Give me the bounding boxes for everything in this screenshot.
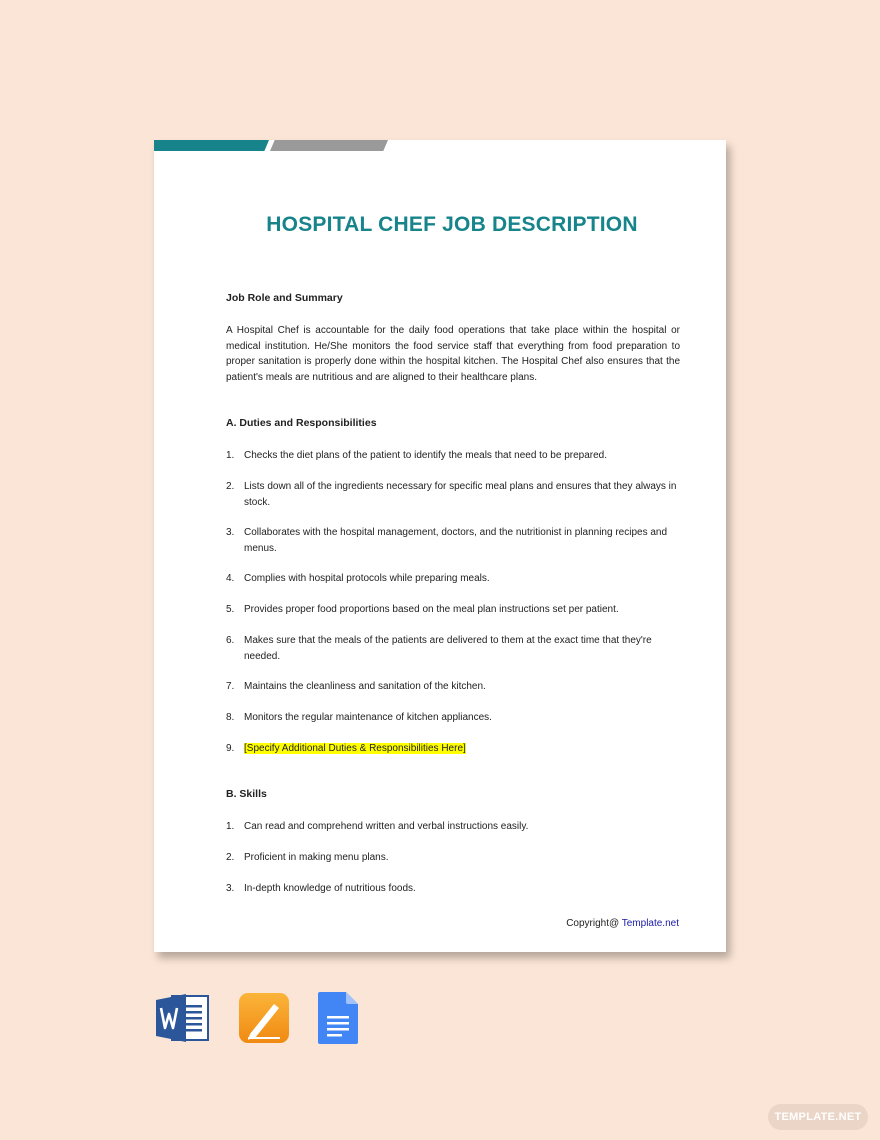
- google-docs-icon[interactable]: [318, 992, 370, 1044]
- skills-heading: B. Skills: [226, 788, 267, 800]
- duty-number: 1.: [226, 450, 235, 461]
- header-accent-bar-teal: [154, 140, 269, 151]
- summary-paragraph: A Hospital Chef is accountable for the daily food operations that take place within the hospital or medical institution. He/She monitors the food service staff that everything from food preparation to proper sanitation is properly done within the hospital kitchen. The Hospital Chef also ensures that the patient's meals are nutritious and are aligned to their healthcare plans.: [226, 325, 680, 383]
- copyright-line: [566, 918, 679, 929]
- skill-number: 1.: [226, 821, 235, 832]
- copyright-link[interactable]: Template.net: [621, 918, 679, 929]
- duty-text: Makes sure that the meals of the patients are delivered to them at the exact time that they're needed.: [244, 635, 652, 662]
- skill-text: Can read and comprehend written and verbal instructions easily.: [244, 821, 529, 832]
- pages-icon[interactable]: [238, 992, 290, 1044]
- summary-heading: Job Role and Summary: [226, 292, 343, 304]
- duty-number: 2.: [226, 481, 235, 492]
- word-icon[interactable]: [156, 992, 208, 1044]
- duty-number: 4.: [226, 573, 235, 584]
- duty-number: 3.: [226, 527, 235, 538]
- duty-number: 6.: [226, 635, 235, 646]
- skill-number: 2.: [226, 852, 235, 863]
- duty-placeholder[interactable]: [244, 741, 680, 757]
- copyright-label: Copyright@: [566, 918, 622, 929]
- document-page: [154, 140, 726, 952]
- duty-text: Checks the diet plans of the patient to identify the meals that need to be prepared.: [244, 450, 608, 461]
- duty-number: 9.: [226, 743, 235, 754]
- duty-text: Maintains the cleanliness and sanitation of the kitchen.: [244, 681, 486, 692]
- duty-text: Complies with hospital protocols while preparing meals.: [244, 573, 490, 584]
- skill-text: Proficient in making menu plans.: [244, 852, 389, 863]
- duty-number: 8.: [226, 712, 235, 723]
- document-title: HOSPITAL CHEF JOB DESCRIPTION: [266, 213, 638, 236]
- duty-text: Provides proper food proportions based on the meal plan instructions set per patient.: [244, 604, 619, 615]
- highlighted-placeholder-text[interactable]: [Specify Additional Duties & Responsibilities Here]: [244, 743, 466, 754]
- duty-text: Lists down all of the ingredients necessary for specific meal plans and ensures that they always in stock.: [244, 481, 677, 508]
- header-accent-bar-gray: [270, 140, 388, 151]
- duty-text: Collaborates with the hospital management, doctors, and the nutritionist in planning recipes and menus.: [244, 527, 668, 554]
- duty-number: 7.: [226, 681, 235, 692]
- template-net-badge[interactable]: TEMPLATE.NET: [768, 1104, 868, 1130]
- duty-text: Monitors the regular maintenance of kitchen appliances.: [244, 712, 492, 723]
- duties-heading: A. Duties and Responsibilities: [226, 417, 377, 429]
- skill-text: In-depth knowledge of nutritious foods.: [244, 883, 416, 894]
- duty-number: 5.: [226, 604, 235, 615]
- skill-number: 3.: [226, 883, 235, 894]
